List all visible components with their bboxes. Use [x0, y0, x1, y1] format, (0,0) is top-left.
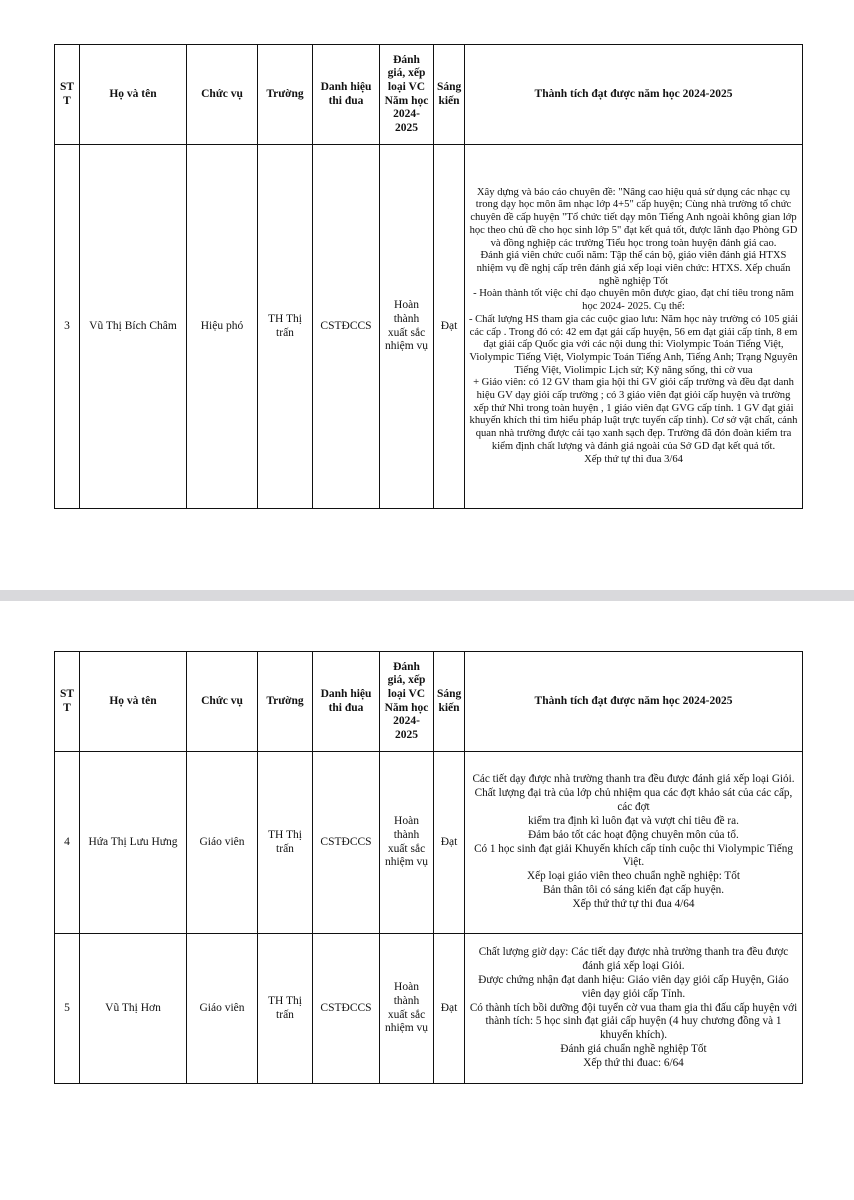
achievement-line: Xếp loại giáo viên theo chuẩn nghề nghiệp: Tốt	[527, 870, 740, 883]
cell-rating: Hoàn thành xuất sắc nhiệm vụ	[380, 752, 434, 934]
table-header-row	[55, 652, 803, 752]
header-name: Họ và tên	[80, 45, 187, 145]
achievement-line: Đánh giá viên chức cuối năm: Tập thể cán bộ, giáo viên đánh giá HTXS nhiệm vụ đề nghị cấp trên đánh giá xếp loại viên chức: HTXS. Xếp chuẩn nghề nghiệp Tốt	[476, 250, 791, 287]
achievement-line: Xây dựng và báo cáo chuyên đề: "Nâng cao hiệu quả sử dụng các nhạc cụ trong dạy học môn âm nhạc lớp 4+5" cấp huyện; Cùng nhà trường tổ chức chuyên đề cấp huyện "Tổ chức tiết dạy môn Tiếng Anh ngoài không gian lớp học theo chủ đề cho học sinh lớp 5" đạt kết quả tốt, được lãnh đạo Phòng GD và đồng nghiệp các trường Tiểu học trong toàn huyện đánh giá cao.	[469, 186, 798, 249]
cell-initiative: Đạt	[434, 752, 465, 934]
cell-rating: Hoàn thành xuất sắc nhiệm vụ	[380, 934, 434, 1084]
header-stt: ST T	[55, 652, 80, 752]
achievement-line: Xếp thứ thứ tự thi đua 4/64	[572, 898, 695, 911]
achievement-line: Xếp thứ thi đuac: 6/64	[583, 1057, 684, 1070]
table-row	[55, 145, 803, 509]
header-achievement: Thành tích đạt được năm học 2024-2025	[465, 652, 803, 752]
header-rating: Đánh giá, xếp loại VC Năm học 2024-2025	[380, 45, 434, 145]
cell-name: Vũ Thị Hơn	[80, 934, 187, 1084]
achievement-table-page-1	[54, 44, 803, 509]
header-initiative: Sáng kiến	[434, 652, 465, 752]
header-stt: ST T	[55, 45, 80, 145]
cell-stt: 5	[55, 934, 80, 1084]
cell-rating: Hoàn thành xuất sắc nhiệm vụ	[380, 145, 434, 509]
achievement-line: Xếp thứ tự thi đua 3/64	[584, 453, 683, 465]
achievement-line: kiểm tra định kì luôn đạt và vượt chỉ tiêu đề ra.	[528, 814, 739, 827]
achievement-line: + Giáo viên: có 12 GV tham gia hội thi GV giỏi cấp trường và đều đạt danh hiệu GV dạy giỏi cấp trường ; có 3 giáo viên đạt giỏi cấp huyện và trường xếp thứ Nhì trong toàn huyện , 1 giáo viên đạt GVG cấp tỉnh. 1 GV đạt giải khuyến khích thi tìm hiểu pháp luật trực tuyến cấp tỉnh). Cơ sở vật chất, cảnh quan nhà trường được cải tạo xanh sạch đẹp. Trường đã đón đoàn kiểm tra kiểm định chất lượng và đánh giá ngoài của Sở GD đạt kết quả tốt.	[469, 377, 798, 452]
achievement-line: - Hoàn thành tốt việc chỉ đạo chuyên môn được giao, đạt chỉ tiêu trong năm học 2024- 2025. Cụ thể:	[473, 288, 794, 313]
cell-achievement	[465, 934, 803, 1084]
table-row	[55, 934, 803, 1084]
cell-name: Hứa Thị Lưu Hưng	[80, 752, 187, 934]
cell-role: Giáo viên	[187, 934, 258, 1084]
achievement-line: Bản thân tôi có sáng kiến đạt cấp huyện.	[542, 884, 725, 897]
table-row	[55, 752, 803, 934]
achievement-line: Đánh giá chuẩn nghề nghiệp Tốt	[560, 1043, 707, 1056]
achievement-line: Được chứng nhận đạt danh hiệu: Giáo viên dạy giỏi cấp Huyện, Giáo viên dạy giỏi cấp Tỉnh.	[478, 973, 789, 1000]
cell-name: Vũ Thị Bích Châm	[80, 145, 187, 509]
achievement-line: - Chất lượng HS tham gia các cuộc giao lưu: Năm học này trường có 105 giải các cấp . Trong đó có: 42 em đạt gải cấp huyện, 56 em đạt giải cấp tỉnh, 8 em đạt giải cấp Quốc gia với các nội dung thi: Violympic Toán Tiếng Việt, Violympic Tiếng Việt, Violympic Toán Tiếng Anh, Tiếng Anh; Trạng Nguyên Tiếng Việt, Violimpic Lịch sử; Kỹ năng sống, thi cờ vua	[468, 313, 799, 376]
cell-title: CSTĐCCS	[313, 145, 380, 509]
header-school: Trường	[258, 45, 313, 145]
header-title: Danh hiệu thi đua	[313, 45, 380, 145]
header-rating: Đánh giá, xếp loại VC Năm học 2024-2025	[380, 652, 434, 752]
document-page-1	[0, 0, 854, 590]
cell-role: Hiệu phó	[187, 145, 258, 509]
cell-initiative: Đạt	[434, 145, 465, 509]
achievement-line: Các tiết dạy được nhà trường thanh tra đều được đánh giá xếp loại Giỏi.	[472, 773, 795, 786]
achievement-table-page-2	[54, 651, 803, 1084]
cell-achievement	[465, 752, 803, 934]
cell-school: TH Thị trấn	[258, 752, 313, 934]
header-name: Họ và tên	[80, 652, 187, 752]
cell-achievement	[465, 145, 803, 509]
header-initiative: Sáng kiến	[434, 45, 465, 145]
cell-stt: 4	[55, 752, 80, 934]
achievement-line: Chất lượng đại trà của lớp chủ nhiệm qua các đợt khảo sát của các cấp, các đợt	[474, 786, 793, 813]
cell-title: CSTĐCCS	[313, 934, 380, 1084]
achievement-line: Chất lượng giờ dạy: Các tiết dạy được nhà trường thanh tra đều được đánh giá xếp loại Giỏi.	[478, 945, 789, 972]
cell-initiative: Đạt	[434, 934, 465, 1084]
cell-school: TH Thị trấn	[258, 145, 313, 509]
header-school: Trường	[258, 652, 313, 752]
header-title: Danh hiệu thi đua	[313, 652, 380, 752]
cell-stt: 3	[55, 145, 80, 509]
achievement-line: Đảm bảo tốt các hoạt động chuyên môn của tổ.	[528, 828, 739, 841]
table-header-row	[55, 45, 803, 145]
header-role: Chức vụ	[187, 45, 258, 145]
achievement-line: Có thành tích bồi dưỡng đội tuyển cờ vua tham gia thi đấu cấp huyện với thành tích: 5 học sinh đạt giải cấp huyện (4 huy chương đồng và 1 khuyến khích).	[469, 1001, 798, 1042]
header-achievement: Thành tích đạt được năm học 2024-2025	[465, 45, 803, 145]
header-role: Chức vụ	[187, 652, 258, 752]
cell-title: CSTĐCCS	[313, 752, 380, 934]
document-page-2	[0, 601, 854, 1200]
cell-school: TH Thị trấn	[258, 934, 313, 1084]
achievement-line: Có 1 học sinh đạt giải Khuyến khích cấp tỉnh cuộc thi Violympic Tiếng Việt.	[474, 842, 793, 869]
cell-role: Giáo viên	[187, 752, 258, 934]
